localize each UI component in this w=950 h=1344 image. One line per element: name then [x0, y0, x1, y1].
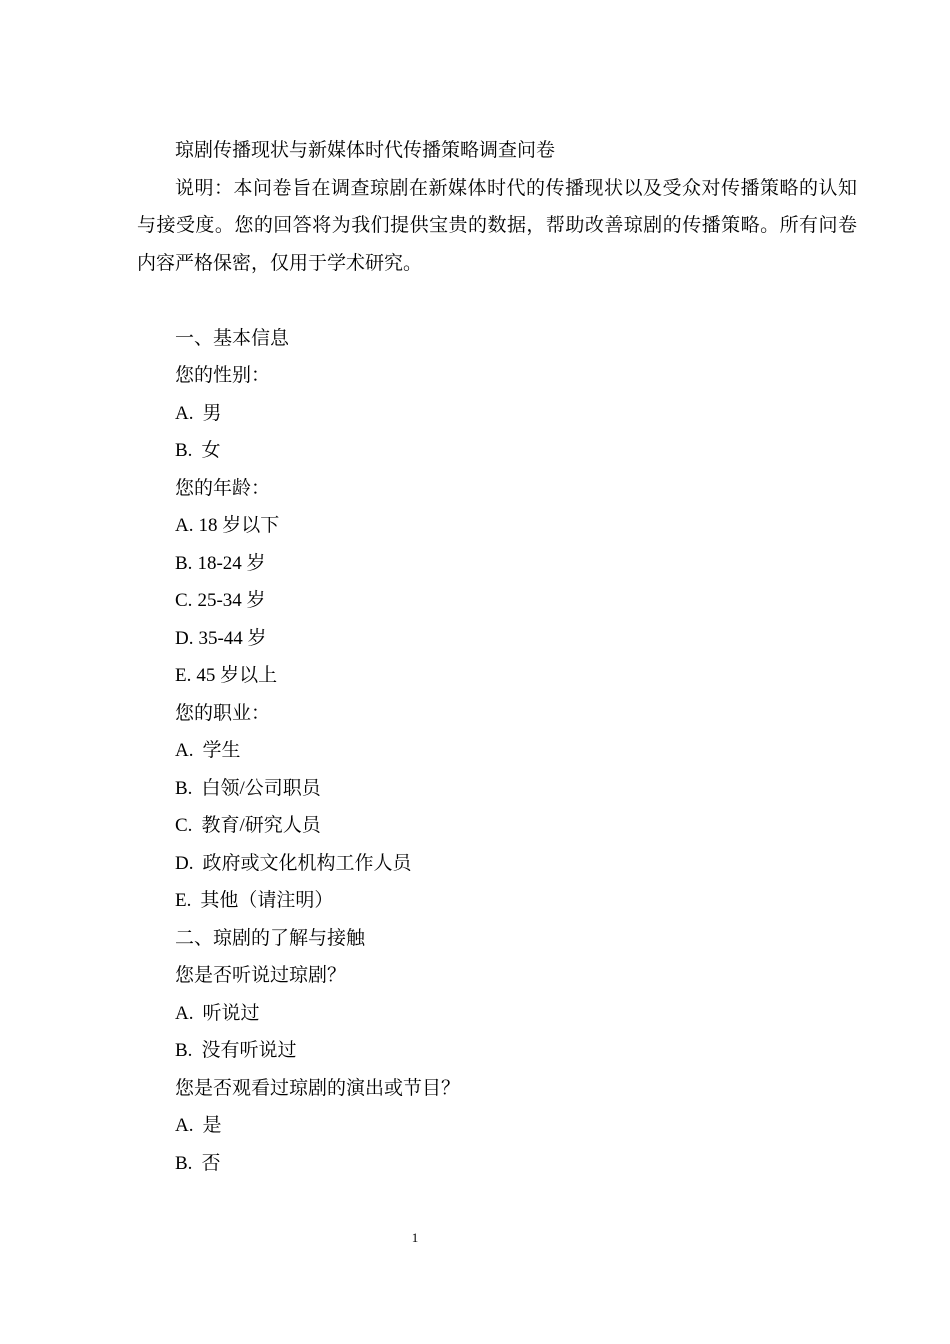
option-text: 是: [202, 1115, 222, 1137]
option-label: D.: [175, 627, 194, 649]
intro-paragraph: [137, 170, 857, 283]
option-text: 学生: [202, 740, 241, 762]
option-label: E.: [175, 665, 192, 687]
option-label: A.: [175, 515, 194, 537]
option-item: [137, 620, 857, 658]
option-label: C.: [175, 590, 193, 612]
option-text: 教育/研究人员: [201, 815, 321, 837]
question-text: 您的职业：: [175, 702, 271, 724]
option-text: 没有听说过: [201, 1040, 297, 1062]
option-item: [137, 882, 857, 920]
option-label: B.: [175, 552, 193, 574]
option-label: B.: [175, 440, 193, 462]
option-text: 18-24 岁: [197, 552, 266, 574]
option-item: [137, 770, 857, 808]
option-item: [137, 732, 857, 770]
option-item: [137, 1145, 857, 1183]
option-text: 18 岁以下: [198, 515, 280, 537]
option-label: B.: [175, 1040, 193, 1062]
question-text: 您是否观看过琼剧的演出或节目？: [175, 1077, 461, 1099]
option-label: A.: [175, 1002, 194, 1024]
question-text: 您的性别：: [175, 365, 271, 387]
option-label: B.: [175, 777, 193, 799]
option-item: [137, 1107, 857, 1145]
option-item: [137, 395, 857, 433]
option-text: 45 岁以上: [196, 665, 278, 687]
page-number: 1: [411, 1230, 419, 1245]
option-label: E.: [175, 890, 192, 912]
option-text: 女: [201, 440, 221, 462]
option-text: 35-44 岁: [198, 627, 267, 649]
option-text: 白领/公司职员: [201, 777, 321, 799]
option-text: 其他（请注明）: [200, 890, 334, 912]
option-item: [137, 545, 857, 583]
option-item: [137, 582, 857, 620]
blank-line: [137, 282, 857, 320]
option-label: A.: [175, 740, 194, 762]
question-text: 您是否听说过琼剧？: [175, 965, 347, 987]
section-heading: 二、琼剧的了解与接触: [175, 927, 366, 949]
option-label: A.: [175, 402, 194, 424]
option-item: [137, 507, 857, 545]
intro-line: 与接受度。您的回答将为我们提供宝贵的数据，帮助改善琼剧的传播策略。所有问卷: [137, 215, 857, 237]
option-item: [137, 807, 857, 845]
question-text: 您的年龄：: [175, 477, 271, 499]
option-label: C.: [175, 815, 193, 837]
option-text: 听说过: [202, 1002, 260, 1024]
option-label: B.: [175, 1152, 193, 1174]
option-item: [137, 657, 857, 695]
intro-line: 说明：本问卷旨在调查琼剧在新媒体时代的传播现状以及受众对传播策略的认知: [175, 177, 857, 199]
option-item: [137, 995, 857, 1033]
option-label: D.: [175, 852, 194, 874]
section-heading: 一、基本信息: [175, 327, 290, 349]
document-title: 琼剧传播现状与新媒体时代传播策略调查问卷: [175, 140, 556, 161]
intro-line: 内容严格保密，仅用于学术研究。: [137, 252, 423, 274]
option-text: 男: [202, 402, 222, 424]
option-item: [137, 845, 857, 883]
option-label: A.: [175, 1115, 194, 1137]
option-text: 政府或文化机构工作人员: [202, 852, 412, 874]
option-text: 25-34 岁: [197, 590, 266, 612]
option-item: [137, 432, 857, 470]
option-item: [137, 1032, 857, 1070]
option-text: 否: [201, 1152, 221, 1174]
document-body: [137, 132, 857, 1182]
